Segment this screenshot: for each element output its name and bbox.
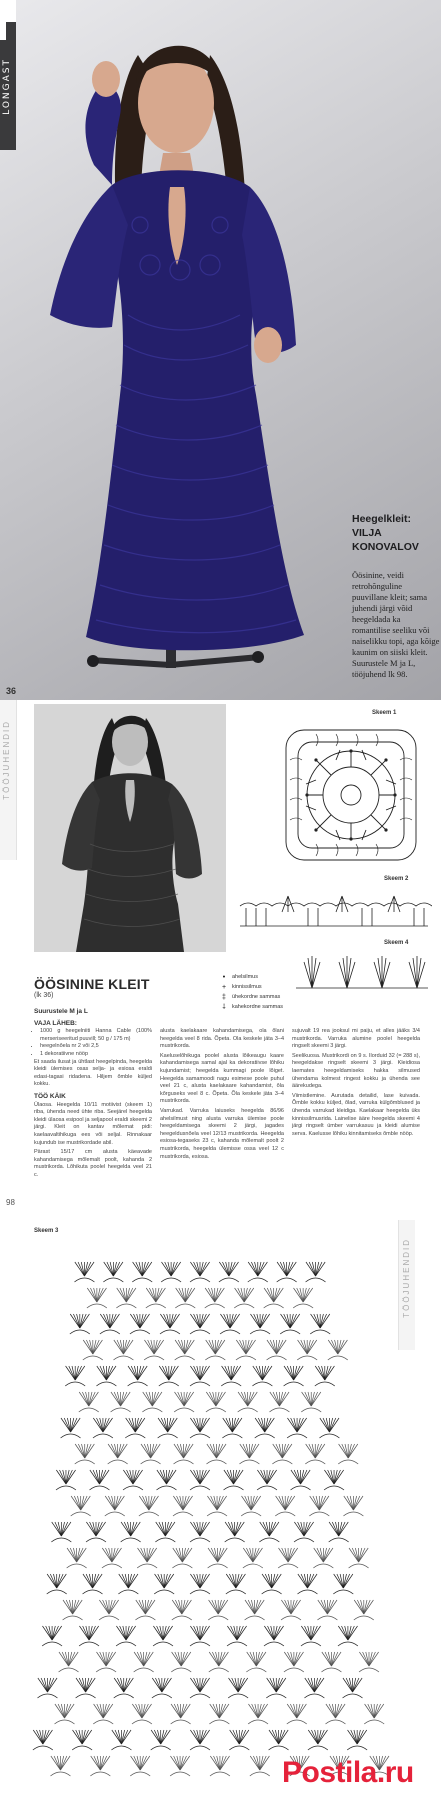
parast-paragraph: Pärast 15/17 cm alusta käeavade kahandamisega mõlemalt poolt, kahanda 2 mustrikorda. Lõhikuta poolel heegelda veel 21 c. [34,1149,152,1178]
section-tab-label: LONGAST [2,58,12,115]
instructions-column-1 [34,1004,152,1181]
col2-paragraph: alusta kaelakaare kahandamisega, ola õlani heegelda veel 8 rida. Õpeta. Ola keskele jäta 3–4 mustrikorda. [160,1028,284,1050]
skeem-3-skirt-chart [10,1240,390,1792]
chair-wheel [252,651,264,663]
work-heading: TÖÖ KÄIK [34,1092,66,1100]
skeem-2-diagram [236,886,432,932]
materials-list [34,1028,152,1058]
dc-stitch-icon: ‡ [222,993,226,1001]
chart-row [55,1704,385,1724]
chart-row [75,1444,358,1464]
photo-caption: Öösinine, veidi retrohõnguline puuvillane kleit; sama juhendi järgi võid heegeldada ka romantilise seeliku või naiselikku topi, aga kõige kaunim on siiski kleit. Suurustele M ja L, tööjuhend lk 98. [352,570,440,679]
skeem-4-label: Skeem 4 [384,940,409,946]
chart-row [65,1366,335,1386]
chart-row [70,1314,330,1334]
chain-stitch-icon: • [222,973,226,981]
bw-model-photo [34,704,226,952]
chart-row [71,1496,364,1516]
page-number: 98 [6,1198,15,1207]
page-number: 36 [6,686,17,696]
pattern-page-ref: (lk 36) [34,992,54,999]
ulaosa-paragraph: Ülaosa. Heegelda 10/11 motiivist (skeem 1) riba, ühenda need ühte riba. Seejärel heegelda kleidi ülaosa esipool ja seljapool eraldi skeemi 2 järgi. Kleit on kantav mõlemat pidi: kaelaavaltihikuga ees või seljal. Rinnakaar kujundub ise mustrikordade abil. [34,1101,152,1146]
col3-paragraph: Seelikuosa. Mustrikordi on 9 s. Ilorduid 32 (= 288 s), heegeldakse ringselt skeemi 3 järgi. Kleidiosa laemates heegeldamiseks hakka silmused ühendama kolmest ringest kokku ja ühenda see äärekudega. [292,1052,420,1090]
page-corner-mark [0,0,16,40]
chart-row [63,1600,374,1620]
credit-line-2: KONOVALOV [352,541,419,553]
slip-stitch-icon: + [221,983,227,991]
raised-hand [92,61,120,97]
hip-hand [254,327,282,363]
left-sleeve [50,185,128,328]
col3-paragraph: sujuvalt 19 rea jooksul mi paiju, et alles jääks 3/4 mustrikorda. Varruka alumine poolel heegelda ringselt skeemi 3 järgi. [292,1028,420,1050]
instructions-column-3 [292,1028,420,1140]
skeem-2-label: Skeem 2 [384,876,409,882]
skeem-1-label: Skeem 1 [372,710,397,716]
chart-row [67,1548,369,1568]
legend-label: ahelsilmus [232,974,258,980]
chart-row [37,1678,362,1698]
skeem-3-label: Skeem 3 [34,1228,59,1234]
chart-row [59,1652,379,1672]
chart-row [87,1288,313,1308]
legend-item [216,972,316,982]
materials-item: • 1000 g heegelniiti Hanna Cable (100% merseriseeritud puuvill; 50 g / 175 m) [40,1028,152,1043]
chart-row [83,1340,348,1360]
tr-stitch-icon: ⸸ [222,1003,226,1011]
stitch-legend [216,972,316,1012]
section-tab-label: TÖÖJUHENDID [2,720,11,800]
chart-row [33,1730,367,1750]
intro-paragraph: Et saada ilusat ja ühtlast heegelpinda, heegelda kleidi ülemises osas selja- ja esiosa eraldi edasi-tagasi ridadena. Hiljem õmble küljed kokku. [34,1058,152,1088]
legend-label: kahekordne sammas [232,1004,284,1010]
chart-row [74,1262,325,1282]
chair-wheel [87,655,99,667]
col2-paragraph: Varrukad. Varruka laiuseks heegelda 86/96 ahelsilmust ning alusta varruka ülemise poole heegeldamisega skeemi 2 järgi, jagades heegeldusnõela veel 12/13 mustrikorda. Heegelda esiosa-tegaseks 23 c, kahanda mõlemalt poolt 2 mustrikorda, heegelda ülemisse ossa veel 12 c mustrikorda, esiosa. [160,1107,284,1160]
materials-heading: VAJA LÄHEB: [34,1019,77,1027]
chart-row [42,1626,358,1646]
materials-item: • heegelnõela nr 2 või 2,5 [40,1043,152,1051]
section-tab-label: TÖÖJUHENDID [402,1238,411,1318]
legend-label: ühekordne sammas [232,994,281,1000]
legend-label: kinnissilmus [232,984,262,990]
designer-credit [352,512,440,554]
legend-item [216,982,316,992]
col2-paragraph: Kaeluselõhikuga poolel alusta lõikeaugu kaare kahandamisega samal ajal ka dekoratiivse lõhiku kujundamist; heegelda kummagi poole lõiget. Heegelda samamoodi nagu esimese poole puhul veel 21 c, alusta kaelakaare kahandamist, õla kõrguseks veel 8 c. Õpeta. Õla keskele jäta 3–4 mustrikorda. [160,1052,284,1105]
pattern-title: ÖÖSININE KLEIT [34,976,150,992]
cover-photo-page [0,0,441,700]
sizes-heading: Suurustele M ja L [34,1008,88,1015]
skeem-3-chart-page [0,1220,441,1816]
site-watermark: Postila.ru [282,1756,414,1789]
chart-row [47,1574,354,1594]
chart-row [51,1522,348,1542]
col3-paragraph: Viimistlemine. Aurutada detailid, lase kuivada. Õmble kokku küljed, õlad, varruka külgõmblused ja ühenda varrukad kleidiga. Kaelakaar heegelda üks kinnissilmusrida. Lainelise ääre heegelda skeemi 4 järgi ringselt ümber varrukasuu ja kleidi alumise serva. Kaelusse lõhiku kinnitamiseks õmble nööp. [292,1092,420,1137]
chart-row [79,1392,321,1412]
chart-row [56,1470,344,1490]
instructions-column-2 [160,1028,284,1163]
credit-line-1: Heegelkleit: VILJA [352,513,411,539]
legend-item [216,992,316,1002]
chart-row [61,1418,340,1438]
pattern-instructions-page [0,700,441,1220]
model-photo [20,15,340,700]
skeem-1-motif-diagram [276,720,426,870]
legend-item [216,1002,316,1012]
materials-item: • 1 dekoratiivne nööp [40,1051,152,1059]
